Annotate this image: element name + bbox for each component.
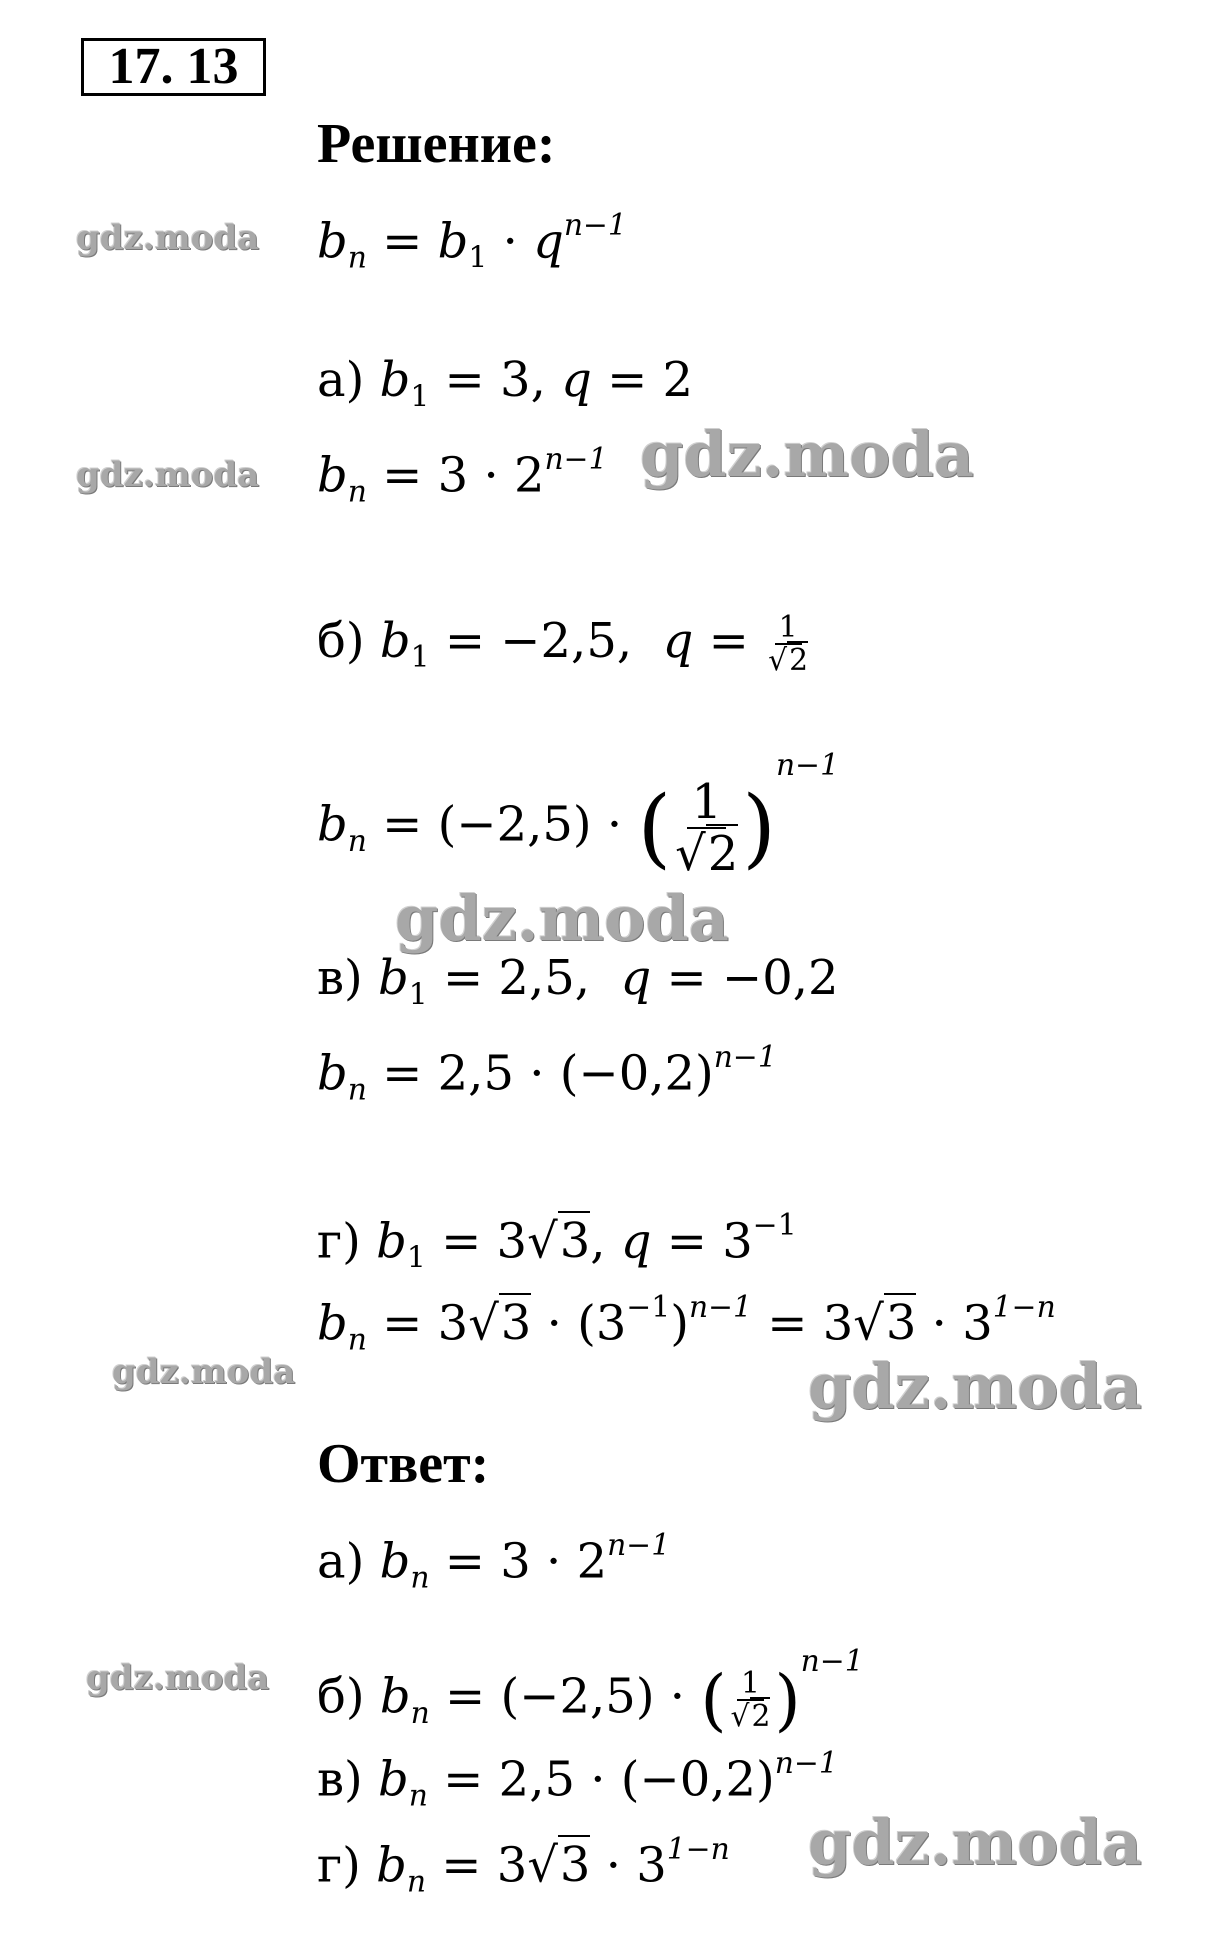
watermark: gdz.moda [112,1352,296,1392]
watermark: gdz.moda [76,455,260,495]
answer-a: а) $b_n = 3 \cdot 2^{n-1}$ [317,1528,671,1596]
watermark: gdz.moda [86,1658,270,1698]
watermark: gdz.moda [808,1350,1142,1423]
answer-g: г) $b_n = 3√3 \cdot 3^{1-n}$ [317,1832,730,1900]
part-v-result: $b_n = 2,5 \cdot (-0,2)^{n-1}$ [317,1040,777,1108]
part-b-result: $b_n = (-2,5)$ · ( $\frac{1}{√2}$ )$^{n-1}$ [317,748,840,882]
answer-heading: Ответ: [317,1433,490,1495]
watermark: gdz.moda [395,882,729,955]
watermark: gdz.moda [76,218,260,258]
part-a-result: $b_n = 3 \cdot 2^{n-1}$ [317,442,608,510]
part-g-given: г) $b_1 = 3√3$, $q = 3^{-1}$ [317,1208,797,1276]
part-g-result: $b_n = 3√3 \cdot (3^{-1})^{n-1} = 3√3 \cdot 3^{1-n}$ [317,1290,1056,1358]
part-b-given: б) $b_1 = -2,5$, q = $\frac{1}{√2}$ [317,610,809,679]
part-v-given: в) $b_1 = 2,5$, q = −0,2 [317,950,839,1013]
answer-v: в) $b_n = 2,5 \cdot (-0,2)^{n-1}$ [317,1746,838,1814]
problem-number: 17. 13 [81,38,266,96]
answer-b: б) $b_n = (-2,5)$ · ( $\frac{1}{√2}$ )$^{n-1}$ [317,1644,864,1740]
watermark: gdz.moda [808,1806,1142,1879]
solution-heading: Решение: [317,113,556,175]
watermark: gdz.moda [640,418,974,491]
part-a-given: а) $b_1 = 3$, q = 2 [317,352,694,415]
general-formula: $b_n = b_1 \cdot q^{n-1}$ [317,208,627,276]
